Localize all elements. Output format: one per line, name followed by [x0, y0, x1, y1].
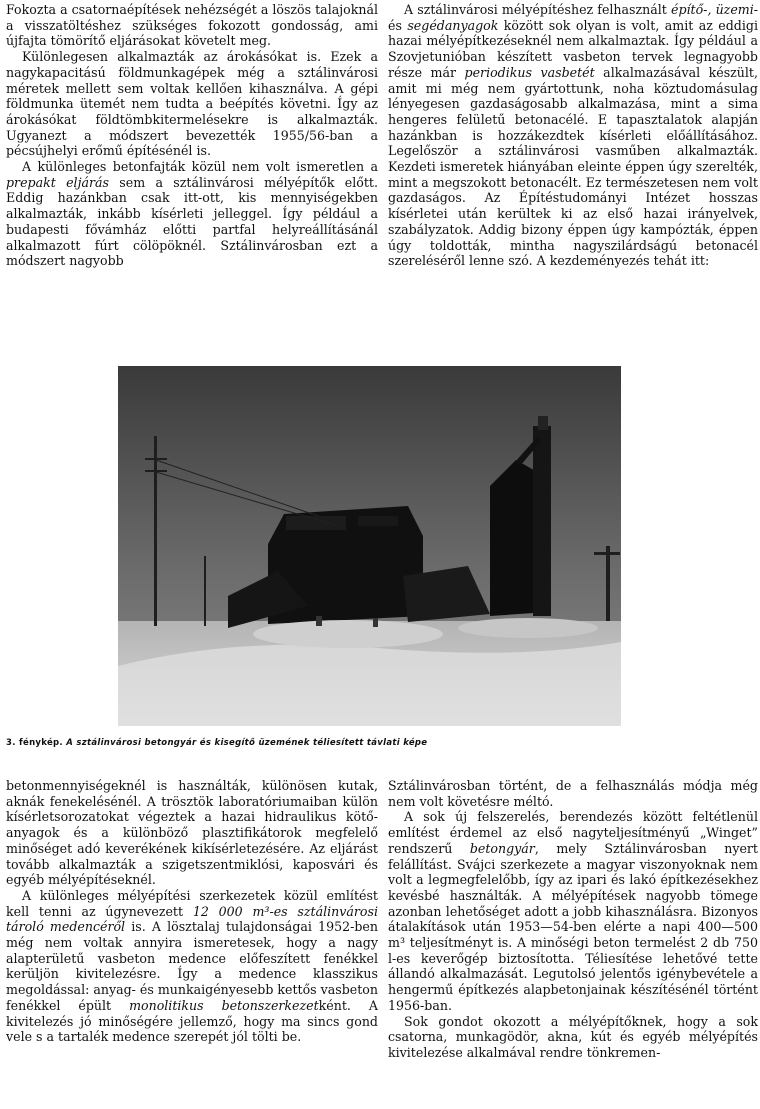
- text-run: A különleges betonfajták közül nem volt ismeretlen a: [22, 159, 378, 175]
- paragraph: Sztálinvárosban történt, de a felhasználás módja még nem volt követésre méltó.: [388, 778, 758, 809]
- paragraph: Különlegesen alkalmazták az árokásókat is. Ezek a nagykapacitású földmunkagépek még a sztálinvárosi méretek mellett sem voltak kellően kihasználva. A gépi földmunka ütemét nem tudta a beépítés követni. Így az árokásókat földtömbkitermelésekre is alkalmazták. Ugyanezt a módszert bevezették 1955/56-ban a pécsújhelyi erőmű építésénél is.: [6, 49, 378, 159]
- emphasis: betongyár: [469, 840, 535, 856]
- paragraph: [6, 159, 378, 269]
- photo-caption: [6, 738, 756, 748]
- emphasis: 12 000 m³-es sztálinvárosi tároló medencéről: [6, 903, 378, 935]
- text-column-bottom-right: [388, 778, 758, 1061]
- emphasis: monolitikus betonszerkezet: [129, 997, 319, 1013]
- text-run: , mely Sztálinvárosban nyert felállítást. Svájci szerkezete a magyar viszonyoknak nem volt a legmegfelelőbb, így az ipari és lakó építkezésekhez kevésbé használták. A mélyépítések nagyobb tömege azonban lehetőséget adott a jobb kihasználásra. Bizonyos átalakítások után 1953—54-ben elérte a napi 400—500 m³ teljesítményt is. A minőségi beton termelést 2 db 750 l-es keverőgép biztosította. Téliesítése lehetővé tette állandó alkalmazását. Legutolsó jelentős igénybevétele a hengermű építkezés alapbetonjainak készítésénél történt 1956-ban.: [388, 840, 758, 1013]
- text-run: is. A lösztalaj tulajdonságai 1952-ben még nem voltak annyira ismeretesek, hogy a nagy alapterületű vasbeton medence előfeszített fenékkel kerüljön kivitelezésre. Így a medence klasszikus megoldással: anyag- és munkaigényesebb kettős vasbeton fenékkel épült: [6, 919, 379, 1013]
- text-run: A sok új felszerelés, berendezés között feltétlenül említést érdemel az első nagyteljesítményű „Winget” rendszerű: [388, 809, 758, 856]
- paragraph: [388, 2, 758, 269]
- text-run: ként. A kivitelezés jó minőségére jellemző, hogy ma sincs gond vele s a tartalék medence szerepét jól tölti be.: [6, 997, 378, 1045]
- emphasis: prepakt eljárás: [6, 174, 109, 190]
- caption-number: 3. fénykép.: [6, 738, 63, 748]
- paragraph: betonmennyiségeknél is használták, különösen kutak, aknák fenekelésénél. A trösztök laboratóriumaiban külön kísérletsorozatokat végeztek a hazai hidraulikus kötő-anyagok és a különböző plasztifikátorok megfelelő minőséget adó keverékének kikísérletezésére. Az eljárást tovább alkalmazták a szigetszentmiklósi, kaposvári és egyéb mélyépítéseknél.: [6, 778, 378, 888]
- paragraph: [6, 888, 378, 1045]
- text-column-bottom-left: [6, 778, 378, 1045]
- text-column-top-right: [388, 2, 758, 269]
- text-run: A különleges mélyépítési szerkezetek közül említést kell tenni az úgynevezett: [6, 887, 378, 919]
- text-run: sem a sztálinvárosi mélyépítők előtt. Eddig hazánkban csak itt-ott, kis mennyiségekben alkalmazták, inkább kísérleti jelleggel. Így például a budapesti fővámház előtti partfal helyreállításánál alkalmazott fúrt cölöpöknél. Sztálinvárosban ezt a módszert nagyobb: [6, 174, 378, 269]
- text-run: A sztálinvárosi mélyépítéshez felhasznált: [404, 2, 671, 17]
- paragraph: Fokozta a csatornaépítések nehézségét a löszös talajoknál a visszatöltéshez szükséges fokozott gondosság, ami újfajta tömörítő eljárásokat követelt meg.: [6, 2, 378, 49]
- paragraph: Sok gondot okozott a mélyépítőknek, hogy a sok csatorna, munkagödör, akna, kút és egyéb mélyépítés kivitelezése alkalmával rendre tönkremen-: [388, 1013, 758, 1060]
- text-run: és: [388, 17, 408, 33]
- paragraph: [388, 809, 758, 1013]
- text-run: alkalmazásával készült, amit mi még nem gyártottunk, noha köztudomásulag lényegesen gazdaságosabb alkalmazása, mint a sima hengeres felületű betonacélé. E tapasztalatok alapján hazánkban is hozzákezdtek kísérleti előállításához. Legelőször a sztálinvárosi vasműben alkalmazták. Kezdeti ismeretek hiányában eleinte éppen úgy szerelték, mint a megszokott betonacélt. Ez természetesen nem volt gazdaságos. Az Építéstudományi Intézet hosszas kísérletei után kerültek ki az első hazai irányelvek, szabályzatok. Addig bizony éppen úgy kampózták, éppen úgy toldották, mintha nagyszilárdságú betonacél szereléséről lenne szó. A kezdeményezés tehát itt:: [388, 64, 759, 269]
- emphasis: segédanyagok: [407, 17, 499, 33]
- text-column-top-left: [6, 2, 378, 269]
- photograph-concrete-plant: [118, 366, 621, 726]
- emphasis: építő-, üzemi-: [671, 2, 758, 17]
- caption-text: A sztálinvárosi betongyár és kisegítő üzemének téliesített távlati képe: [66, 738, 428, 748]
- photo-illustration: [118, 366, 621, 726]
- emphasis: periodikus vasbetét: [464, 64, 595, 80]
- text-run: között sok olyan is volt, amit az eddigi hazai mélyépítkezéseknél nem alkalmaztak. Így például a Szovjetunióban készített vasbeton tervek legnagyobb része már: [388, 17, 758, 80]
